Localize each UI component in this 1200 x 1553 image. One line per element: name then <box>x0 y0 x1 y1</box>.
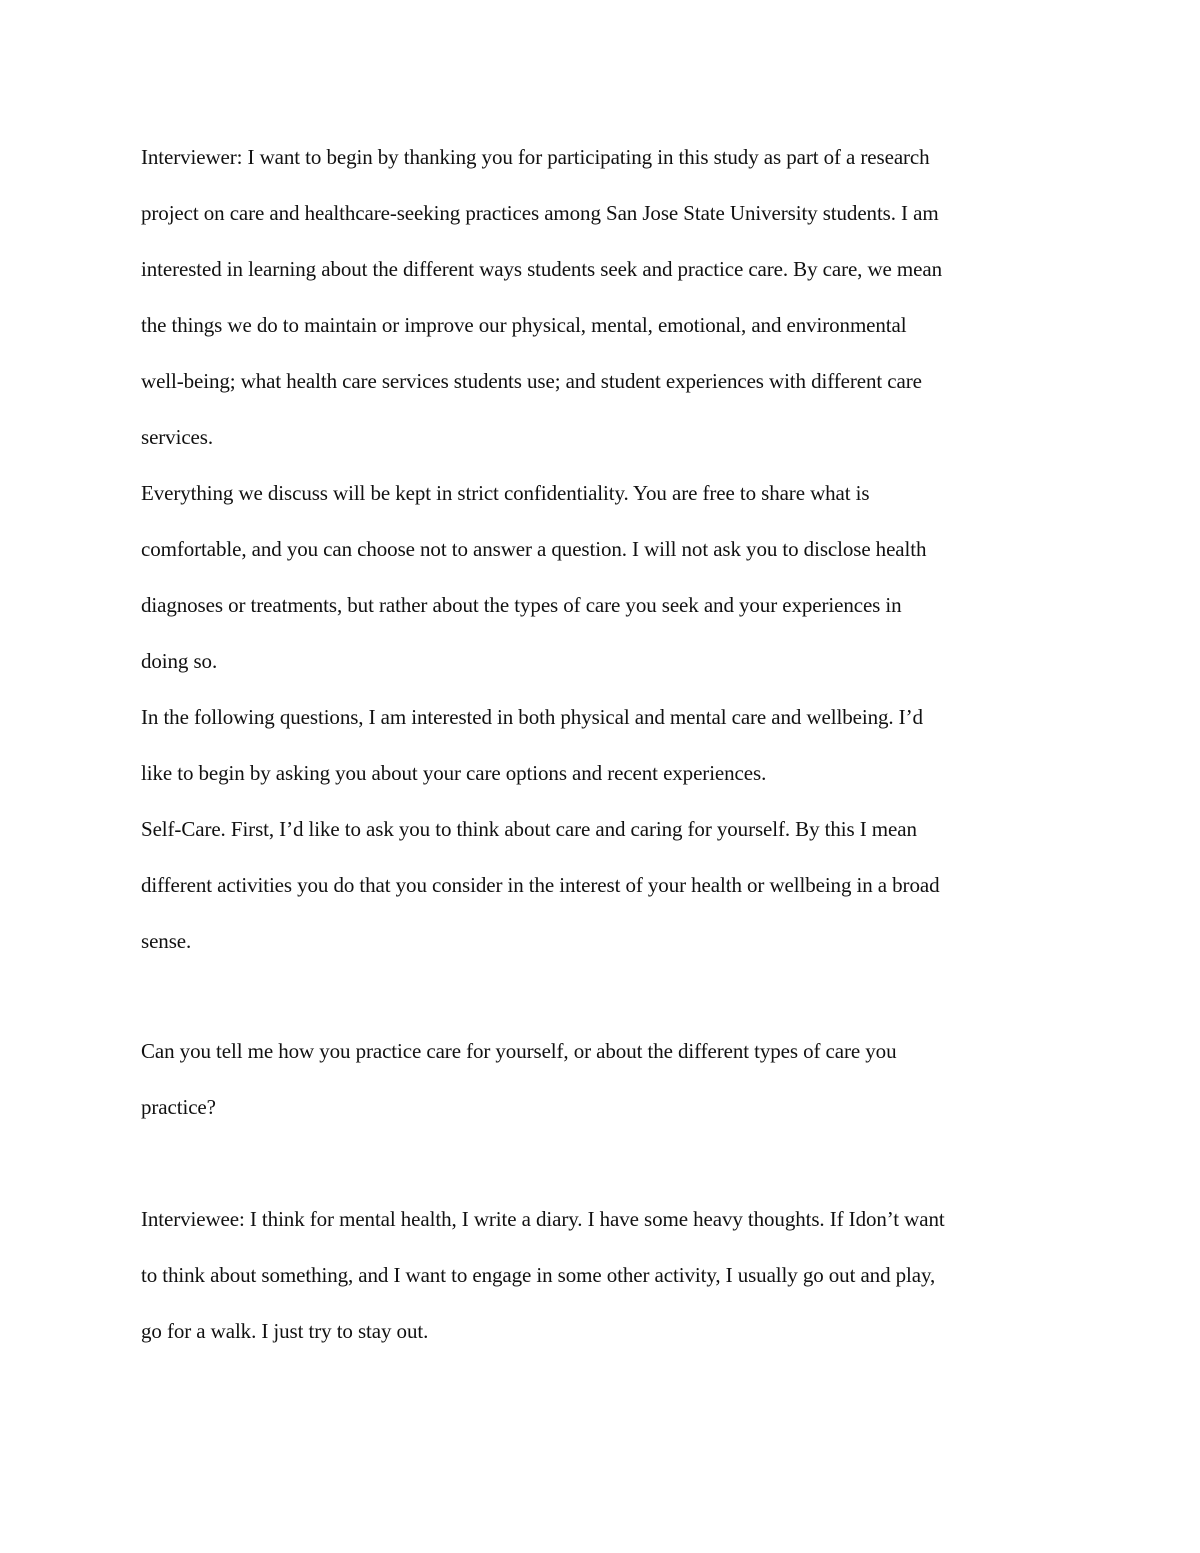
intro-line: doing so. <box>141 649 218 673</box>
intro-line: sense. <box>141 929 192 953</box>
intro-line: the things we do to maintain or improve our physical, mental, emotional, and environmental <box>141 313 907 337</box>
intro-line: different activities you do that you consider in the interest of your health or wellbeing in a broad <box>141 873 940 897</box>
intro-line: services. <box>141 425 213 449</box>
intro-line: like to begin by asking you about your care options and recent experiences. <box>141 761 767 785</box>
answer-line: go for a walk. I just try to stay out. <box>141 1319 429 1343</box>
intro-line: Self-Care. First, I’d like to ask you to think about care and caring for yourself. By this I mean <box>141 817 917 841</box>
question-line: Can you tell me how you practice care for yourself, or about the different types of care you <box>141 1039 897 1063</box>
intro-line: Everything we discuss will be kept in strict confidentiality. You are free to share what is <box>141 481 870 505</box>
intro-line: well-being; what health care services students use; and student experiences with different care <box>141 369 922 393</box>
answer-paragraph <box>141 1191 1061 1359</box>
intro-paragraphs <box>141 129 1061 969</box>
intro-line: comfortable, and you can choose not to answer a question. I will not ask you to disclose health <box>141 537 927 561</box>
intro-line: Interviewer: I want to begin by thanking you for participating in this study as part of a research <box>141 145 930 169</box>
intro-line: In the following questions, I am interested in both physical and mental care and wellbeing. I’d <box>141 705 923 729</box>
intro-line: diagnoses or treatments, but rather about the types of care you seek and your experiences in <box>141 593 902 617</box>
intro-line: interested in learning about the different ways students seek and practice care. By care, we mean <box>141 257 942 281</box>
question-paragraph <box>141 1023 1061 1135</box>
intro-line: project on care and healthcare-seeking practices among San Jose State University students. I am <box>141 201 939 225</box>
question-line: practice? <box>141 1095 216 1119</box>
answer-line: Interviewee: I think for mental health, I write a diary. I have some heavy thoughts. If Idon’t want <box>141 1207 945 1231</box>
answer-line: to think about something, and I want to engage in some other activity, I usually go out and play, <box>141 1263 936 1287</box>
